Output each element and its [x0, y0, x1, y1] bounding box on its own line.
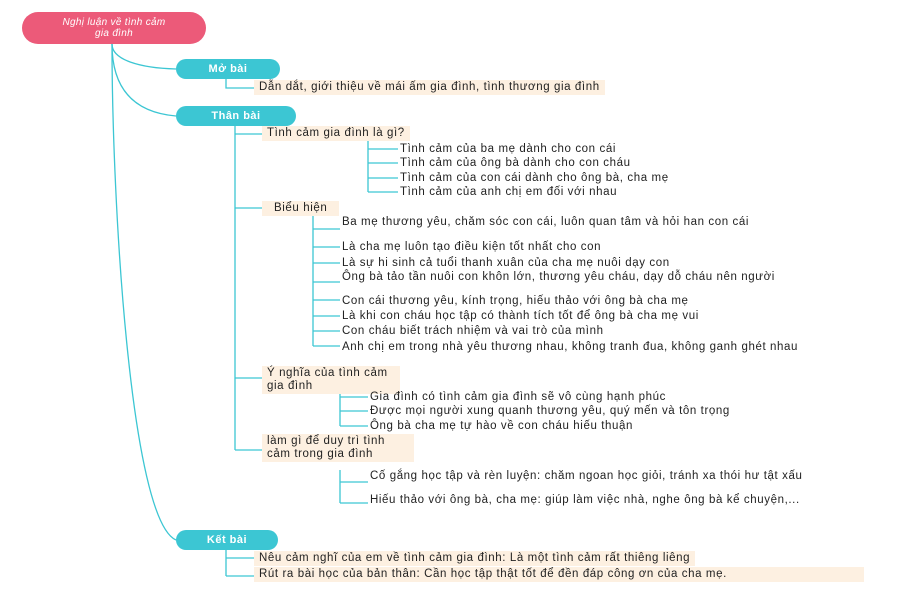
group-title: Biểu hiện — [262, 201, 339, 216]
group-item: Là cha mẹ luôn tạo điều kiện tốt nhất cho con — [342, 241, 602, 253]
group-item: Được mọi người xung quanh thương yêu, quý mến và tôn trọng — [370, 405, 730, 417]
group-item: Gia đình có tình cảm gia đình sẽ vô cùng hạnh phúc — [370, 391, 666, 403]
section-ket-bai-label: Kết bài — [206, 534, 248, 546]
mo-bai-item: Dẫn dắt, giới thiệu về mái ấm gia đình, tình thương gia đình — [254, 80, 605, 95]
group-item: Ông bà tảo tần nuôi con khôn lớn, thương yêu cháu, dạy dỗ cháu nên người — [342, 271, 775, 283]
group-item: Con cái thương yêu, kính trọng, hiếu thảo với ông bà cha mẹ — [342, 295, 689, 307]
group-item: Tình cảm của anh chị em đối với nhau — [400, 186, 618, 198]
section-than-bai — [176, 106, 296, 126]
group-item: Tình cảm của con cái dành cho ông bà, cha mẹ — [400, 172, 669, 184]
group-item: Hiếu thảo với ông bà, cha mẹ: giúp làm việc nhà, nghe ông bà kể chuyện,... — [370, 494, 800, 506]
group-item: Tình cảm của ông bà dành cho con cháu — [400, 157, 631, 169]
group-item: Tình cảm của ba mẹ dành cho con cái — [400, 143, 616, 155]
root-label: Nghị luận về tình cảm gia đình — [62, 17, 166, 39]
group-item: Ba mẹ thương yêu, chăm sóc con cái, luôn quan tâm và hỏi han con cái — [342, 216, 749, 228]
group-item: Anh chị em trong nhà yêu thương nhau, không tranh đua, không ganh ghét nhau — [342, 341, 799, 353]
section-mo-bai — [176, 59, 280, 79]
section-mo-bai-label: Mở bài — [208, 63, 248, 75]
section-ket-bai — [176, 530, 278, 550]
group-item: Cố gắng học tập và rèn luyện: chăm ngoan học giỏi, tránh xa thói hư tật xấu — [370, 470, 803, 482]
root-node — [22, 12, 206, 44]
section-than-bai-label: Thân bài — [211, 110, 261, 122]
group-item: Con cháu biết trách nhiệm và vai trò của mình — [342, 325, 604, 337]
ket-bai-item: Rút ra bài học của bản thân: Cần học tập thật tốt để đền đáp công ơn của cha mẹ. — [254, 567, 864, 582]
group-title: Tình cảm gia đình là gì? — [262, 126, 410, 141]
ket-bai-item: Nêu cảm nghĩ của em về tình cảm gia đình: Là một tình cảm rất thiêng liêng — [254, 551, 695, 566]
group-title: Ý nghĩa của tình cảm gia đình — [262, 366, 400, 394]
group-item: Là khi con cháu học tập có thành tích tốt để ông bà cha mẹ vui — [342, 310, 699, 322]
group-item: Là sự hi sinh cả tuổi thanh xuân của cha mẹ nuôi dạy con — [342, 257, 670, 269]
group-item: Ông bà cha mẹ tự hào về con cháu hiếu thuận — [370, 420, 634, 432]
group-title: làm gì để duy trì tình cảm trong gia đình — [262, 434, 414, 462]
